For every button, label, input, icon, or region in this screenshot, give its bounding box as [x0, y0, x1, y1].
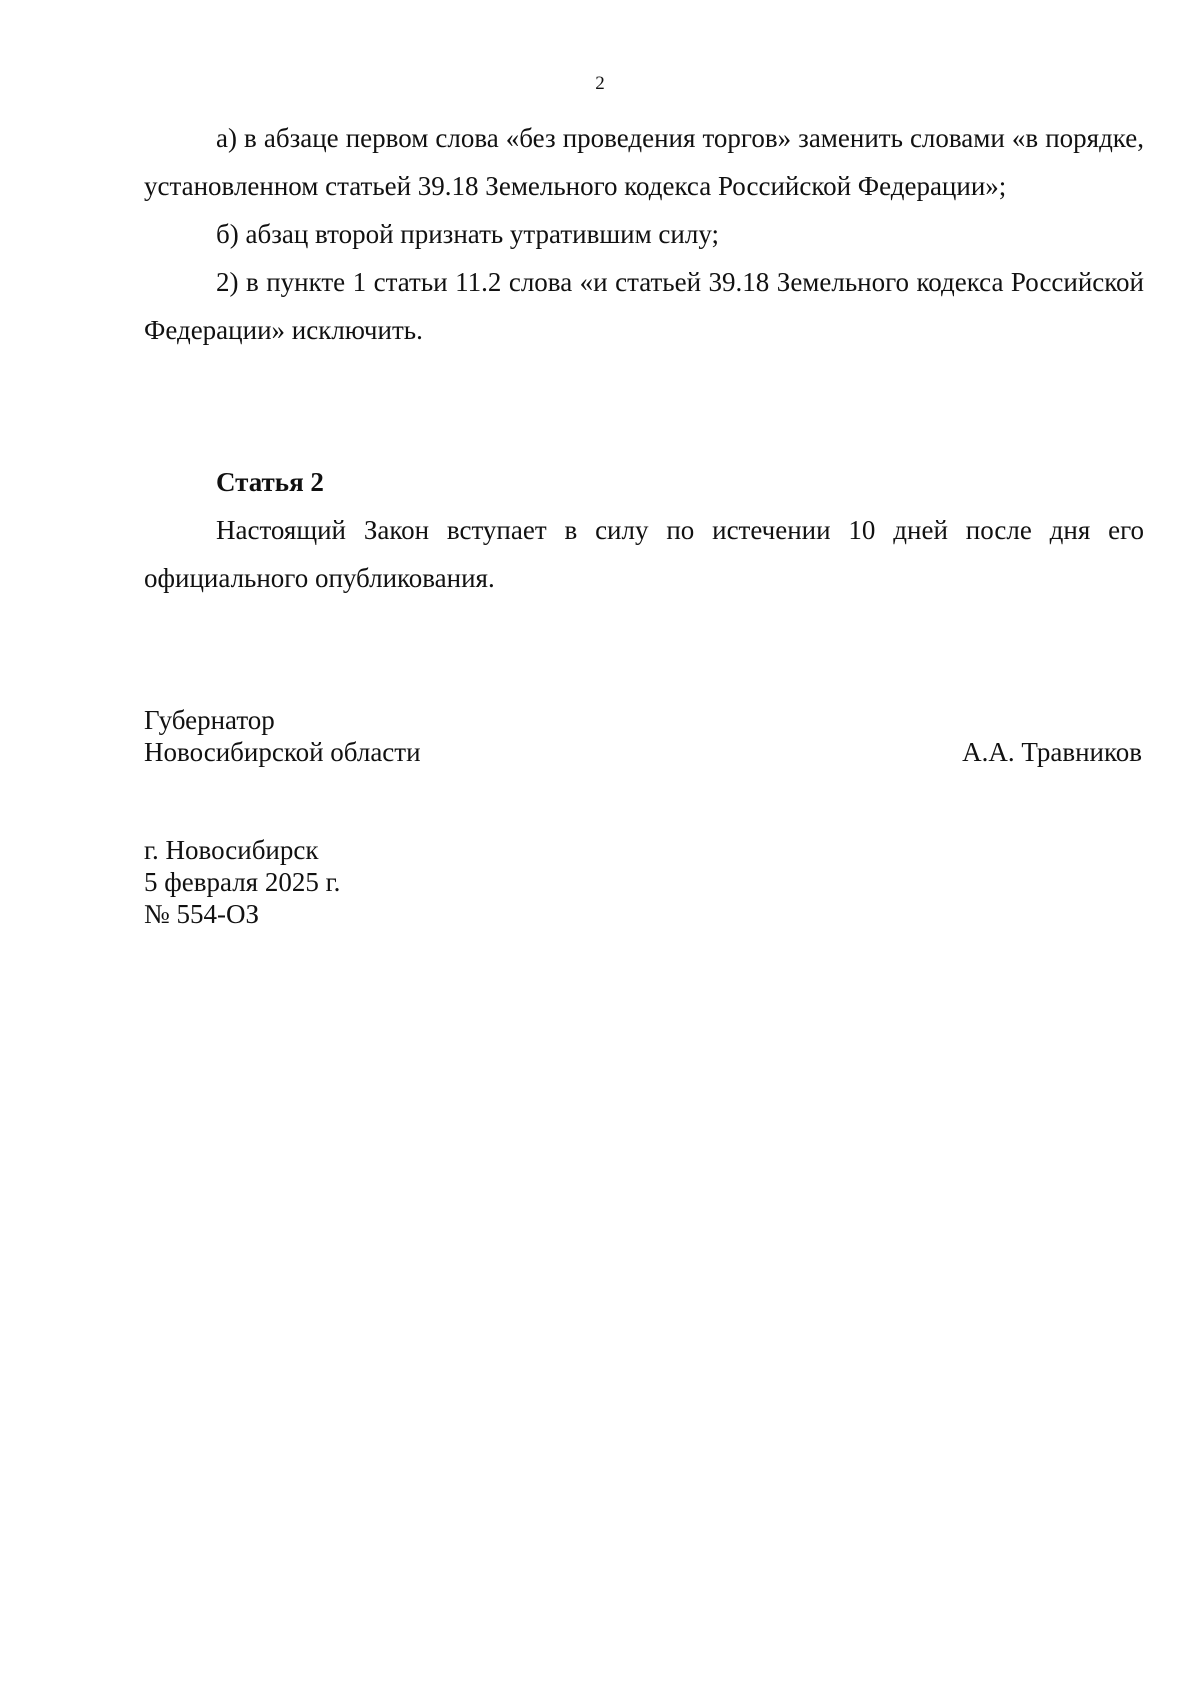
- amendment-paragraph-b: б) абзац второй признать утратившим силу;: [216, 219, 719, 249]
- signatory-position-line1: Губернатор: [144, 705, 275, 735]
- article-2-title: Статья 2: [216, 467, 324, 497]
- amendments-block: [144, 114, 1144, 354]
- amendment-paragraph-a: а) в абзаце первом слова «без проведения торгов» заменить словами «в порядке, установленном статьей 39.18 Земельного кодекса Российской Федерации»;: [144, 123, 1144, 201]
- signatory-position-line2: Новосибирской области: [144, 737, 421, 767]
- amendment-paragraph-2: 2) в пункте 1 статьи 11.2 слова «и статьей 39.18 Земельного кодекса Российской Федерации» исключить.: [144, 267, 1144, 345]
- article-2-block: [144, 458, 1144, 602]
- signatory-name: А.А. Травников: [962, 737, 1142, 767]
- document-footer: [144, 834, 340, 930]
- page-number: 2: [595, 73, 605, 94]
- signature-block: [144, 704, 1142, 768]
- footer-date: 5 февраля 2025 г.: [144, 867, 341, 897]
- article-2-text: Настоящий Закон вступает в силу по истечении 10 дней после дня его официального опубликования.: [144, 515, 1144, 593]
- footer-city: г. Новосибирск: [144, 835, 319, 865]
- footer-law-number: № 554-ОЗ: [144, 899, 260, 929]
